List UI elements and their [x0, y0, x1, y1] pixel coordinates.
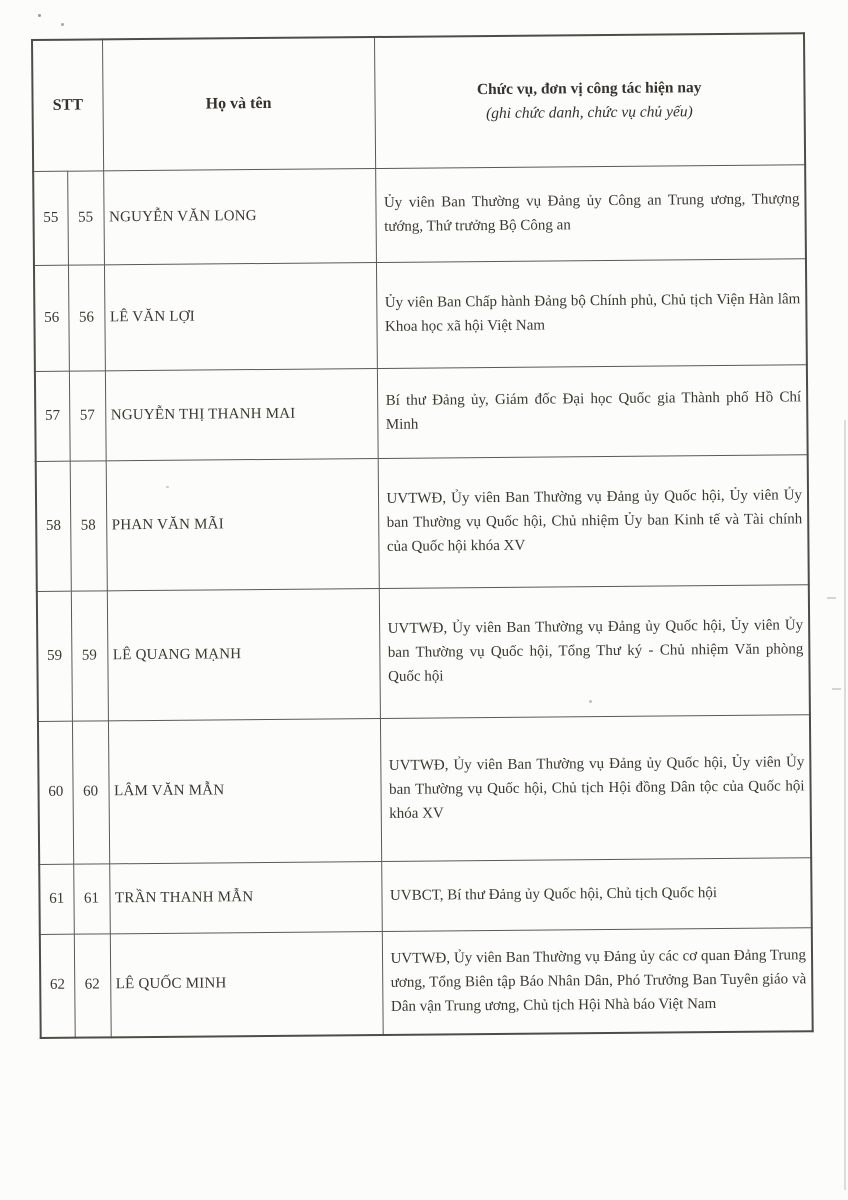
- table-row: [34, 258, 807, 371]
- stt-cell-left: 56: [34, 265, 69, 371]
- scan-smudge: [832, 688, 841, 690]
- stt-cell-left: 60: [38, 721, 73, 864]
- name-cell: NGUYỄN THỊ THANH MAI: [105, 368, 378, 460]
- position-cell: Ủy viên Ban Chấp hành Đảng bộ Chính phủ, Chủ tịch Viện Hàn lâm Khoa học xã hội Việt Nam: [376, 258, 807, 368]
- name-cell: NGUYỄN VĂN LONG: [103, 168, 376, 264]
- name-cell: TRẦN THANH MẪN: [109, 861, 382, 933]
- table-row: [38, 714, 811, 864]
- stt-cell-left: 57: [35, 371, 70, 461]
- stt-cell-right: 57: [69, 370, 106, 460]
- header-row: [32, 33, 805, 171]
- column-header-position-title: Chức vụ, đơn vị công tác hiện nay: [476, 79, 702, 99]
- stt-cell-right: 61: [73, 863, 110, 933]
- table-row: [35, 364, 808, 461]
- position-cell: UVTWĐ, Ủy viên Ban Thường vụ Đảng ủy Quốc hội, Ủy viên Ủy ban Thường vụ Quốc hội, Chủ nhiệm Ủy ban Kinh tế và Tài chính của Quốc hội khóa XV: [378, 454, 809, 588]
- name-cell: LÂM VĂN MẪN: [108, 718, 381, 863]
- stt-cell-left: 61: [39, 864, 74, 934]
- column-header-stt: STT: [32, 39, 103, 171]
- stt-cell-right: 60: [72, 720, 109, 863]
- table-body: [33, 164, 813, 1038]
- table-row: [40, 927, 813, 1038]
- column-header-position-subtitle: (ghi chức danh, chức vụ chủ yếu): [485, 103, 693, 123]
- scan-smudge: [827, 597, 836, 599]
- position-cell: UVTWĐ, Ủy viên Ban Thường vụ Đảng ủy Quốc hội, Ủy viên Ủy ban Thường vụ Quốc hội, Tổng Thư ký - Chủ nhiệm Văn phòng Quốc hội: [379, 584, 810, 718]
- stt-cell-left: 55: [33, 171, 68, 265]
- stt-cell-right: 56: [68, 264, 105, 370]
- name-cell: LÊ QUANG MẠNH: [107, 588, 380, 720]
- table-row: [39, 857, 812, 934]
- position-cell: UVTWĐ, Ủy viên Ban Thường vụ Đảng ủy Quốc hội, Ủy viên Ủy ban Thường vụ Quốc hội, Chủ tịch Hội đồng Dân tộc của Quốc hội khóa XV: [380, 714, 811, 861]
- column-header-name: Họ và tên: [102, 37, 375, 170]
- position-cell: UVTWĐ, Ủy viên Ban Thường vụ Đảng ủy các cơ quan Đảng Trung ương, Tổng Biên tập Báo Nhân Dân, Phó Trưởng Ban Tuyên giáo và Dân vận Trung ương, Chủ tịch Hội Nhà báo Việt Nam: [382, 927, 813, 1035]
- stt-cell-left: 59: [37, 591, 72, 721]
- stt-cell-right: 59: [71, 590, 108, 720]
- stt-cell-right: 58: [70, 460, 107, 590]
- table-row: [33, 164, 806, 265]
- stt-cell-right: 55: [67, 170, 104, 264]
- table-row: [37, 584, 810, 721]
- stt-cell-right: 62: [74, 933, 111, 1037]
- stt-cell-left: 58: [36, 461, 71, 591]
- position-cell: UVBCT, Bí thư Đảng ủy Quốc hội, Chủ tịch Quốc hội: [381, 857, 812, 931]
- personnel-table: [31, 32, 814, 1039]
- column-header-position: [374, 33, 805, 168]
- name-cell: LÊ VĂN LỢI: [104, 262, 377, 370]
- position-cell: Bí thư Đảng ủy, Giám đốc Đại học Quốc gia Thành phố Hồ Chí Minh: [377, 364, 808, 458]
- scan-speck: [61, 23, 64, 26]
- name-cell: PHAN VĂN MÃI: [106, 458, 379, 590]
- table-row: [36, 454, 809, 591]
- stt-cell-left: 62: [40, 934, 75, 1038]
- roster-table: [31, 32, 814, 1039]
- position-cell: Ủy viên Ban Thường vụ Đảng ủy Công an Trung ương, Thượng tướng, Thứ trưởng Bộ Công an: [375, 164, 806, 262]
- name-cell: LÊ QUỐC MINH: [110, 931, 383, 1037]
- page-edge-shadow: [844, 420, 846, 1190]
- scan-speck: [38, 14, 41, 17]
